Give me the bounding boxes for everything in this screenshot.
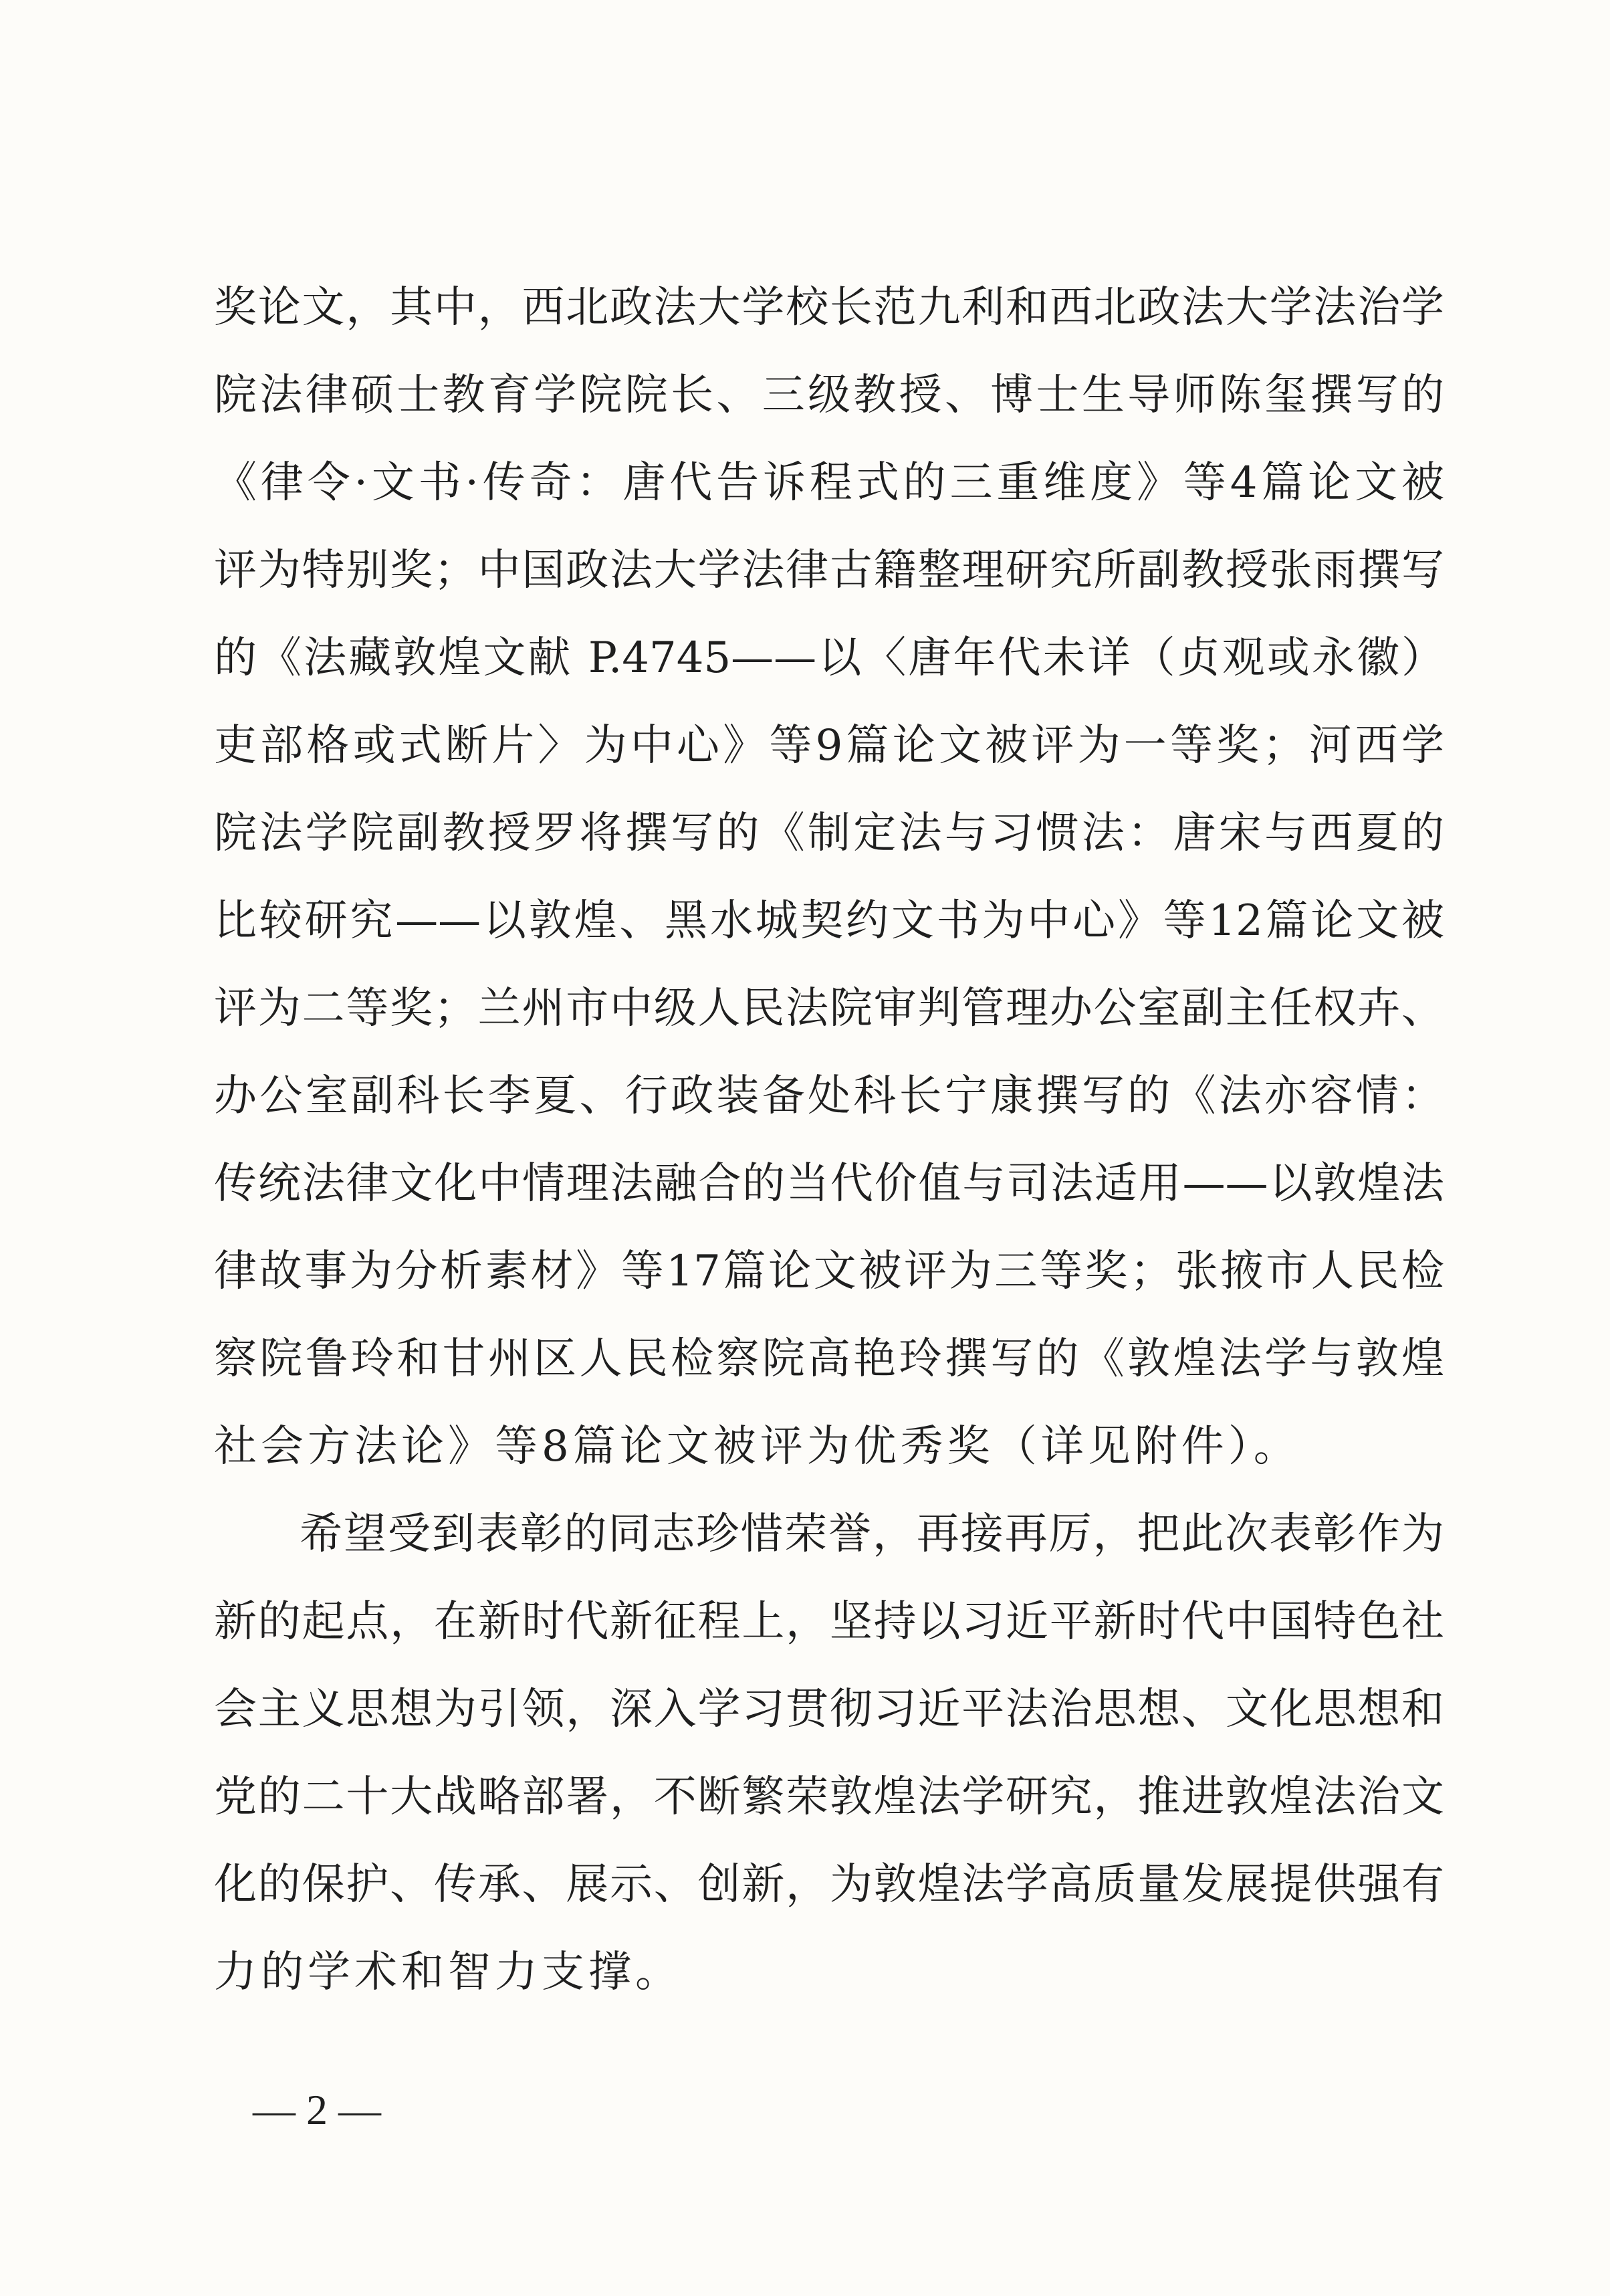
text-line: 院法学院副教授罗将撰写的《制定法与习惯法：唐宋与西夏的 xyxy=(214,809,1444,858)
text-line: 希望受到表彰的同志珍惜荣誉，再接再厉，把此次表彰作为 xyxy=(300,1509,1444,1559)
text-line: 力的学术和智力支撑。 xyxy=(214,1948,682,1997)
text-line: 察院鲁玲和甘州区人民检察院高艳玲撰写的《敦煌法学与敦煌 xyxy=(214,1334,1444,1384)
text-line: 奖论文，其中，西北政法大学校长范九利和西北政法大学法治学 xyxy=(214,283,1444,332)
text-line: 办公室副科长李夏、行政装备处科长宁康撰写的《法亦容情： xyxy=(214,1071,1444,1121)
text-line: 新的起点，在新时代新征程上，坚持以习近平新时代中国特色社 xyxy=(214,1597,1444,1647)
text-line: 吏部格或式断片〉为中心》等9篇论文被评为一等奖；河西学 xyxy=(214,721,1444,770)
text-line: 评为特别奖；中国政法大学法律古籍整理研究所副教授张雨撰写 xyxy=(214,546,1444,595)
text-line: 比较研究——以敦煌、黑水城契约文书为中心》等12篇论文被 xyxy=(214,896,1444,946)
text-line: 院法律硕士教育学院院长、三级教授、博士生导师陈玺撰写的 xyxy=(214,371,1444,420)
paragraph-expectations xyxy=(214,1491,1444,2016)
document-body xyxy=(214,264,1444,2016)
text-line: 会主义思想为引领，深入学习贯彻习近平法治思想、文化思想和 xyxy=(214,1685,1444,1734)
text-line: 化的保护、传承、展示、创新，为敦煌法学高质量发展提供强有 xyxy=(214,1860,1444,1909)
paragraph-award-list xyxy=(214,264,1444,1491)
text-line: 《律令·文书·传奇：唐代告诉程式的三重维度》等4篇论文被 xyxy=(214,458,1444,508)
text-line: 律故事为分析素材》等17篇论文被评为三等奖；张掖市人民检 xyxy=(214,1247,1444,1296)
page-number: — 2 — xyxy=(253,2086,381,2133)
text-line: 的《法藏敦煌文献 P.4745——以〈唐年代未详（贞观或永徽） xyxy=(214,633,1444,683)
text-line: 社会方法论》等8篇论文被评为优秀奖（详见附件）。 xyxy=(214,1422,1300,1471)
text-line: 评为二等奖；兰州市中级人民法院审判管理办公室副主任权卉、 xyxy=(214,984,1444,1033)
text-line: 传统法律文化中情理法融合的当代价值与司法适用——以敦煌法 xyxy=(214,1159,1444,1209)
text-line: 党的二十大战略部署，不断繁荣敦煌法学研究，推进敦煌法治文 xyxy=(214,1772,1444,1822)
